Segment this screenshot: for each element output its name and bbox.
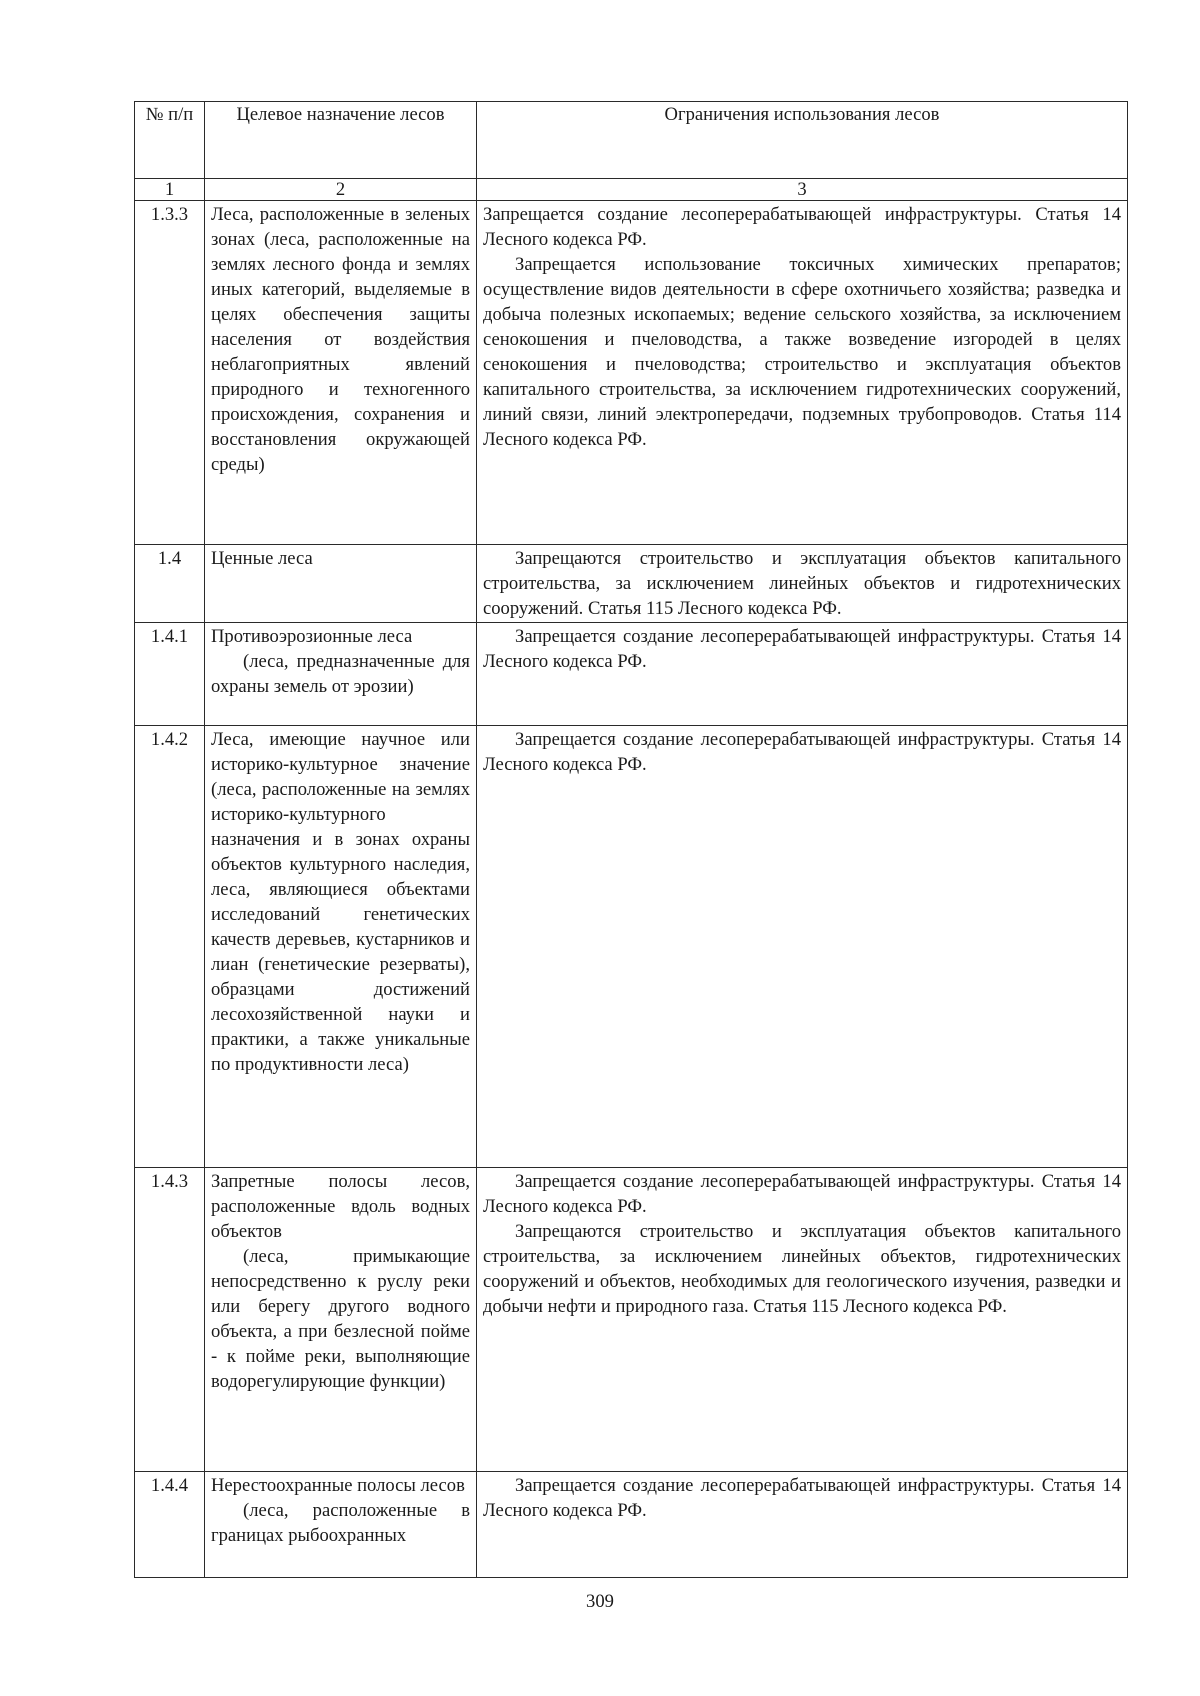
table-row [135,1168,1128,1472]
restriction-text: Запрещается создание лесоперерабатывающей инфраструктуры. Статья 14 Лесного кодекса РФ. [483,1171,1121,1217]
forest-purpose [205,623,477,726]
forest-restrictions-table [134,101,1128,1578]
forest-purpose [205,1168,477,1472]
restriction-text: Запрещается создание лесоперерабатывающей инфраструктуры. Статья 14 Лесного кодекса РФ. [483,729,1121,775]
restriction-text: Запрещается создание лесоперерабатывающей инфраструктуры. Статья 14 Лесного кодекса РФ. [483,204,1121,250]
row-number: 1.4 [135,545,205,623]
forest-purpose-note: (леса, расположенные в границах рыбоохранных [211,1500,470,1546]
row-number: 1.4.2 [135,726,205,1168]
header-restrictions: Ограничения использования лесов [477,102,1128,179]
restrictions-cell [477,623,1128,726]
restrictions-cell [477,545,1128,623]
restriction-text: Запрещается создание лесоперерабатывающей инфраструктуры. Статья 14 Лесного кодекса РФ. [483,1475,1121,1521]
restrictions-cell [477,1168,1128,1472]
restrictions-cell [477,726,1128,1168]
restriction-text: Запрещаются строительство и эксплуатация объектов капитального строительства, за исключением линейных объектов, гидротехнических сооружений и объектов, необходимых для геологического изучения, разведки и добычи нефти и природного газа. Статья 115 Лесного кодекса РФ. [483,1221,1121,1317]
column-number-3: 3 [477,179,1128,201]
restriction-text: Запрещается создание лесоперерабатывающей инфраструктуры. Статья 14 Лесного кодекса РФ. [483,626,1121,672]
row-number: 1.4.1 [135,623,205,726]
row-number: 1.3.3 [135,201,205,545]
column-number-1: 1 [135,179,205,201]
table-row [135,201,1128,545]
restriction-text: Запрещается использование токсичных химических препаратов; осуществление видов деятельности в сфере охотничьего хозяйства; разведка и добыча полезных ископаемых; ведение сельского хозяйства, за исключением сенокошения и пчеловодства, а также возведение изгородей в целях сенокошения и пчеловодства; строительство и эксплуатация объектов капитального строительства, за исключением гидротехнических сооружений, линий связи, линий электропередачи, подземных трубопроводов. Статья 114 Лесного кодекса РФ. [483,254,1121,450]
restriction-text: Запрещаются строительство и эксплуатация объектов капитального строительства, за исключением линейных объектов и гидротехнических сооружений. Статья 115 Лесного кодекса РФ. [483,548,1121,619]
column-number-row [135,179,1128,201]
table-header-row [135,102,1128,179]
forest-purpose-title: Запретные полосы лесов, расположенные вдоль водных объектов [211,1171,470,1242]
table-row [135,623,1128,726]
forest-purpose: Леса, имеющие научное или историко-культурное значение (леса, расположенные на землях историко-культурного назначения и в зонах охраны объектов культурного наследия, леса, являющиеся объектами исследований генетических качеств деревьев, кустарников и лиан (генетические резерваты), образцами достижений лесохозяйственной науки и практики, а также уникальные по продуктивности леса) [205,726,477,1168]
forest-purpose: Ценные леса [205,545,477,623]
restrictions-cell [477,1472,1128,1578]
table-row [135,726,1128,1168]
forest-purpose: Леса, расположенные в зеленых зонах (леса, расположенные на землях лесного фонда и землях иных категорий, выделяемые в целях обеспечения защиты населения от воздействия неблагоприятных явлений природного и техногенного происхождения, сохранения и восстановления окружающей среды) [205,201,477,545]
forest-purpose [205,1472,477,1578]
column-number-2: 2 [205,179,477,201]
table-row [135,1472,1128,1578]
forest-purpose-title: Противоэрозионные леса [211,626,413,647]
table-row [135,545,1128,623]
header-number: № п/п [135,102,205,179]
row-number: 1.4.3 [135,1168,205,1472]
header-purpose: Целевое назначение лесов [205,102,477,179]
forest-purpose-note: (леса, предназначенные для охраны земель от эрозии) [211,651,470,697]
row-number: 1.4.4 [135,1472,205,1578]
page-number: 309 [586,1591,614,1612]
forest-purpose-note: (леса, примыкающие непосредственно к руслу реки или берегу другого водного объекта, а при безлесной пойме - к пойме реки, выполняющие водорегулирующие функции) [211,1246,470,1392]
forest-purpose-title: Нерестоохранные полосы лесов [211,1475,465,1496]
restrictions-cell [477,201,1128,545]
